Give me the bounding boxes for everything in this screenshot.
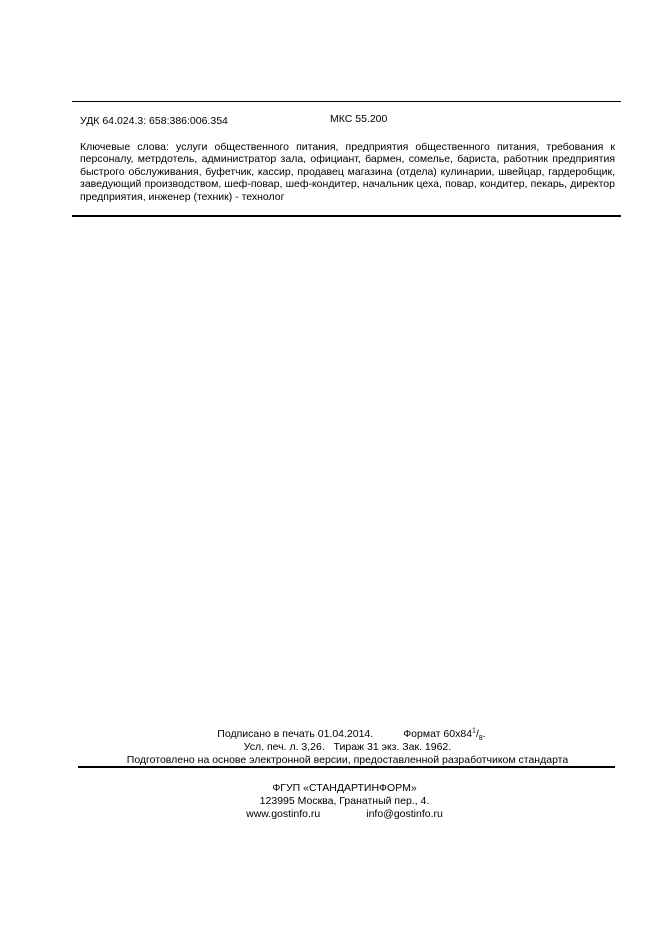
paper-format: Формат $60x84^1/_8$. (403, 727, 486, 743)
imprint-rule (78, 766, 615, 768)
prepared-note: Подготовлено на основе электронной версии, предоставленной разработчиком стандарта (126, 754, 569, 766)
publisher-name: ФГУП «СТАНДАРТИНФОРМ» (272, 782, 417, 794)
publisher-contacts (77, 808, 612, 820)
keywords-bottom-rule (72, 215, 621, 217)
publisher-address: 123995 Москва, Гранатный пер., 4. (259, 795, 430, 807)
circulation: Тираж 31 экз. Зак. 1962. (333, 741, 452, 753)
imprint-line-2 (80, 741, 615, 753)
udk-code: УДК 64.024.3: 658:386:006.354 (80, 115, 228, 127)
keywords-text: Ключевые слова: услуги общественного питания, предприятия общественного питания, требования к персоналу, метрдотель, администратор зала, официант, бармен, сомелье, бариста, работник предприятия быстрого обслуживания, буфетчик, кассир, продавец магазина (отдела) кулинарии, швейцар, гардеробщик, заведующий производством, шеф-повар, шеф-кондитер, начальник цеха, повар, кондитер, пекарь, директор предприятия, инженер (техник) - технолог (80, 141, 615, 203)
mks-code: МКС 55.200 (330, 113, 388, 125)
imprint-line-1 (84, 727, 619, 743)
top-rule (72, 101, 621, 102)
signed-date: Подписано в печать 01.04.2014. (217, 728, 374, 740)
print-sheets: Усл. печ. л. 3,26. (243, 741, 325, 753)
email-link[interactable]: info@gostinfo.ru (366, 808, 443, 820)
website-link[interactable]: www.gostinfo.ru (246, 808, 321, 820)
